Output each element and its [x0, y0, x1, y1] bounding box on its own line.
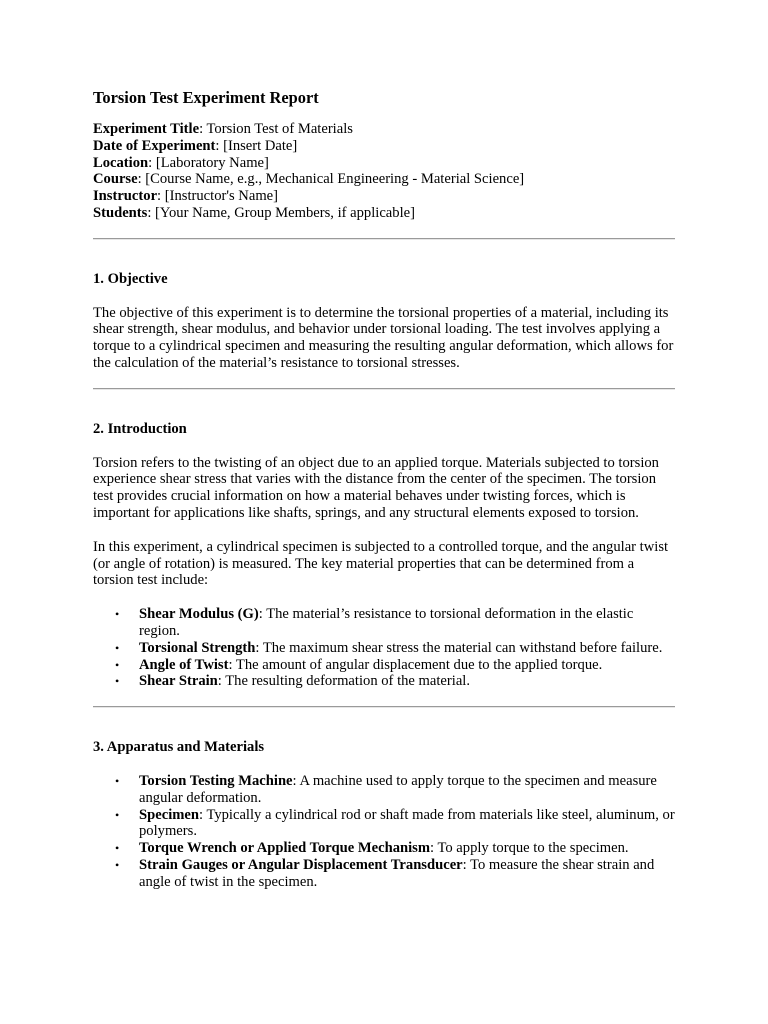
list-item-term: Shear Strain [139, 673, 218, 690]
list-item-text: : To measure the shear strain and angle of twist in the specimen. [139, 856, 655, 890]
meta-experiment-title [93, 121, 675, 138]
document-title: Torsion Test Experiment Report [93, 88, 319, 107]
meta-value: : [Course Name, e.g., Mechanical Engineering - Material Science] [137, 171, 525, 188]
meta-value: : [Laboratory Name] [148, 154, 269, 171]
introduction-paragraph-1: Torsion refers to the twisting of an object due to an applied torque. Materials subjected to torsion experience shear stress that varies with the distance from the center of the specimen. The torsion test provides crucial information on how a material behaves under twisting forces, which is important for applications like shafts, springs, and any structural elements exposed to torsion. [93, 454, 659, 521]
section-divider [93, 706, 675, 708]
introduction-heading: 2. Introduction [93, 420, 187, 437]
experiment-metadata [93, 121, 675, 222]
list-item-text: : The resulting deformation of the material. [217, 673, 471, 690]
document-page [93, 88, 675, 891]
list-item-term: Torque Wrench or Applied Torque Mechanism [139, 840, 431, 857]
meta-course [93, 171, 675, 188]
meta-instructor [93, 188, 675, 205]
meta-date [93, 138, 675, 155]
apparatus-list [93, 773, 675, 891]
meta-label: Date of Experiment [93, 137, 216, 154]
list-item-term: Strain Gauges or Angular Displacement Transducer [139, 856, 463, 873]
list-item [115, 856, 675, 891]
meta-value: : [Your Name, Group Members, if applicable] [147, 204, 415, 221]
list-item-term: Torsion Testing Machine [139, 772, 293, 789]
meta-label: Experiment Title [93, 121, 200, 137]
meta-label: Students [93, 204, 148, 221]
objective-paragraph: The objective of this experiment is to determine the torsional properties of a material, including its shear strength, shear modulus, and behavior under torsional loading. The test involves applying a torque to a cylindrical specimen and measuring the resulting angular deformation, which allows for the calculation of the material’s resistance to torsional stresses. [93, 304, 674, 371]
list-item [115, 656, 675, 674]
list-item-text: : The amount of angular displacement due to the applied torque. [228, 656, 603, 673]
list-item-term: Specimen [139, 806, 199, 823]
meta-value: : Torsion Test of Materials [199, 121, 353, 137]
list-item-text: : The maximum shear stress the material can withstand before failure. [255, 639, 663, 656]
section-divider [93, 388, 675, 390]
bullet-icon: • [115, 841, 120, 856]
material-properties-list [93, 606, 675, 690]
list-item-text: : Typically a cylindrical rod or shaft made from materials like steel, aluminum, or polymers. [139, 806, 675, 840]
meta-value: : [Instructor's Name] [157, 188, 279, 205]
section-divider [93, 238, 675, 240]
list-item-term: Angle of Twist [139, 656, 229, 673]
list-item [115, 772, 675, 807]
bullet-icon: • [115, 657, 120, 672]
list-item-text: : The material’s resistance to torsional deformation in the elastic region. [139, 606, 634, 639]
list-item-term: Shear Modulus (G) [139, 606, 259, 623]
meta-label: Location [93, 154, 149, 171]
list-item-text: : To apply torque to the specimen. [430, 840, 629, 857]
meta-value: : [Insert Date] [215, 137, 298, 154]
meta-location [93, 155, 675, 172]
bullet-icon: • [115, 807, 120, 822]
list-item [115, 639, 675, 657]
list-item [115, 673, 675, 690]
bullet-icon: • [115, 674, 120, 689]
objective-heading: 1. Objective [93, 270, 168, 287]
bullet-icon: • [115, 857, 120, 872]
list-item [115, 840, 675, 857]
meta-label: Course [93, 171, 138, 188]
bullet-icon: • [115, 607, 120, 622]
list-item-text: : A machine used to apply torque to the specimen and measure angular deformation. [139, 772, 657, 806]
meta-students [93, 205, 675, 222]
list-item-term: Torsional Strength [139, 639, 256, 656]
list-item [115, 806, 675, 841]
meta-label: Instructor [93, 188, 158, 205]
introduction-paragraph-2: In this experiment, a cylindrical specimen is subjected to a controlled torque, and the angular twist (or angle of rotation) is measured. The key material properties that can be determined from a torsion test include: [93, 538, 669, 589]
list-item [115, 606, 675, 640]
apparatus-heading: 3. Apparatus and Materials [93, 739, 265, 756]
bullet-icon: • [115, 773, 120, 788]
bullet-icon: • [115, 640, 120, 655]
